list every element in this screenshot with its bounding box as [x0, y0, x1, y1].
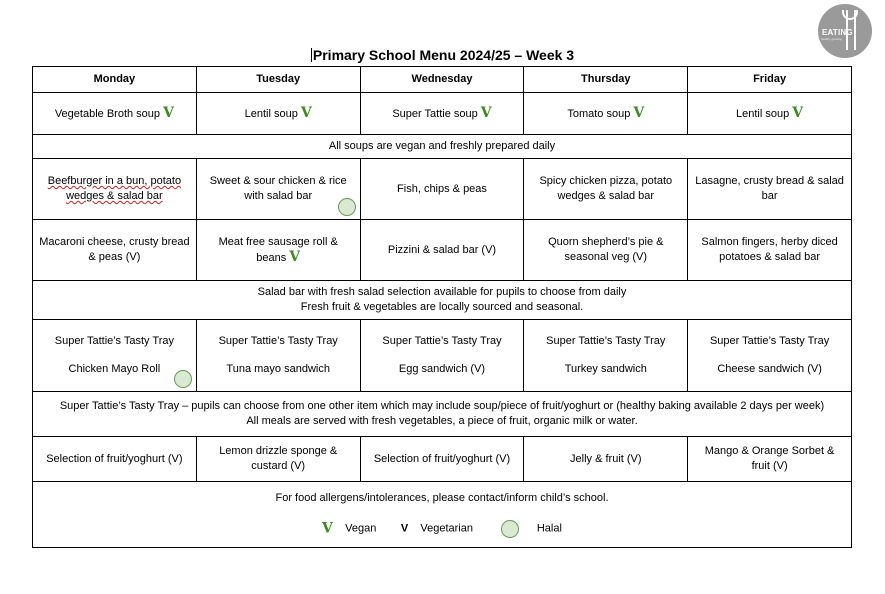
footer-row [33, 482, 852, 548]
day-header: Tuesday [196, 67, 360, 93]
day-header: Thursday [524, 67, 688, 93]
soup-cell [196, 93, 360, 135]
legend-halal-label: Halal [536, 522, 562, 535]
main-course-row [33, 159, 852, 220]
dessert-cell: Jelly & fruit (V) [524, 437, 688, 482]
halal-icon [174, 370, 192, 388]
footer-cell [33, 482, 852, 548]
vegan-leaf-icon: V [480, 104, 492, 121]
tray-item: Turkey sandwich [564, 363, 647, 375]
main-cell [524, 159, 688, 220]
soup-text: Super Tattie soup [392, 107, 478, 120]
tray-note-row [33, 392, 852, 437]
vegan-leaf-icon: V [300, 104, 312, 121]
main-cell [196, 220, 360, 281]
logo-subtext: healthy growing [821, 37, 843, 41]
menu-table [32, 66, 852, 548]
tray-title: Super Tattie’s Tasty Tray [218, 335, 338, 347]
main-text: Spicy chicken pizza, potato wedges & salad bar [539, 175, 673, 202]
dessert-cell: Selection of fruit/yoghurt (V) [33, 437, 197, 482]
dessert-cell: Mango & Orange Sorbet & fruit (V) [688, 437, 852, 482]
vegan-leaf-icon: V [289, 248, 301, 265]
dessert-cell: Lemon drizzle sponge & custard (V) [196, 437, 360, 482]
main-text: Salmon fingers, herby diced potatoes & salad bar [701, 236, 838, 263]
tray-cell [196, 320, 360, 392]
dessert-cell: Selection of fruit/yoghurt (V) [360, 437, 524, 482]
soup-cell [688, 93, 852, 135]
tray-item: Chicken Mayo Roll [68, 363, 161, 375]
main-cell [33, 159, 197, 220]
tray-title: Super Tattie’s Tasty Tray [546, 335, 666, 347]
legend [39, 520, 845, 538]
tray-title: Super Tattie’s Tasty Tray [54, 335, 175, 347]
legend-vegetarian-label: Vegetarian [420, 522, 473, 535]
main-cell [524, 220, 688, 281]
soup-note-row [33, 135, 852, 159]
tray-item: Egg sandwich (V) [398, 363, 486, 375]
soup-text: Lentil soup [736, 107, 790, 120]
day-header: Monday [33, 67, 197, 93]
tray-cell [33, 320, 197, 392]
tray-cell [524, 320, 688, 392]
page-title-text: Primary School Menu 2024/25 – Week 3 [312, 47, 575, 63]
vegan-leaf-icon: V [163, 104, 174, 121]
soup-text: Lentil soup [244, 107, 298, 120]
vegetarian-symbol: V [400, 522, 409, 535]
main-course-row-2 [33, 220, 852, 281]
allergy-note: For food allergens/intolerances, please contact/inform child’s school. [275, 492, 609, 504]
dessert-row [33, 437, 852, 482]
soup-note: All soups are vegan and freshly prepared daily [33, 135, 852, 159]
main-text: Lasagne, crusty bread & salad bar [695, 175, 844, 202]
tasty-tray-row [33, 320, 852, 392]
main-text: Macaroni cheese, crusty bread & peas (V) [39, 236, 190, 263]
tray-note-line: All meals are served with fresh vegetables, a piece of fruit, organic milk or water. [246, 415, 638, 427]
vegan-leaf-icon: V [633, 104, 645, 121]
main-text: Fish, chips & peas [397, 182, 487, 195]
tray-cell [360, 320, 524, 392]
main-text: Quorn shepherd’s pie & seasonal veg (V) [548, 236, 664, 263]
main-text: Meat free sausage roll & beans [218, 235, 338, 264]
vegan-leaf-icon: V [792, 104, 804, 121]
day-header-row [33, 67, 852, 93]
main-cell [360, 220, 524, 281]
logo-text: EATING [822, 28, 853, 37]
soup-cell [33, 93, 197, 135]
salad-note-row [33, 281, 852, 320]
soup-row [33, 93, 852, 135]
main-cell [360, 159, 524, 220]
main-cell [196, 159, 360, 220]
vegan-leaf-icon: V [322, 520, 333, 537]
tray-note-line: Super Tattie’s Tasty Tray – pupils can choose from one other item which may include soup/piece of fruit/yoghurt or (healthy baking available 2 days per week) [59, 400, 825, 412]
tray-item: Cheese sandwich (V) [717, 363, 822, 375]
day-header: Wednesday [360, 67, 524, 93]
text-cursor [311, 48, 312, 62]
tray-note [33, 392, 852, 437]
salad-note [33, 281, 852, 320]
halal-icon [501, 520, 519, 538]
salad-note-line: Fresh fruit & vegetables are locally sourced and seasonal. [300, 301, 584, 313]
soup-cell [524, 93, 688, 135]
soup-text: Tomato soup [567, 107, 631, 120]
tray-title: Super Tattie’s Tasty Tray [709, 335, 830, 347]
main-cell [688, 159, 852, 220]
tray-title: Super Tattie’s Tasty Tray [382, 335, 502, 347]
main-text: Pizzini & salad bar (V) [387, 243, 497, 256]
main-cell [33, 220, 197, 281]
main-cell [688, 220, 852, 281]
day-header: Friday [688, 67, 852, 93]
legend-vegan-label: Vegan [345, 522, 377, 535]
page-title [0, 47, 885, 63]
tray-cell [688, 320, 852, 392]
soup-cell [360, 93, 524, 135]
soup-text: Vegetable Broth soup [54, 107, 161, 120]
halal-icon [338, 198, 356, 216]
main-text: Beefburger in a bun, potato wedges & salad bar [47, 175, 182, 202]
tray-item: Tuna mayo sandwich [226, 363, 330, 375]
main-text: Sweet & sour chicken & rice with salad bar [209, 175, 347, 202]
salad-note-line: Salad bar with fresh salad selection available for pupils to choose from daily [257, 286, 627, 298]
